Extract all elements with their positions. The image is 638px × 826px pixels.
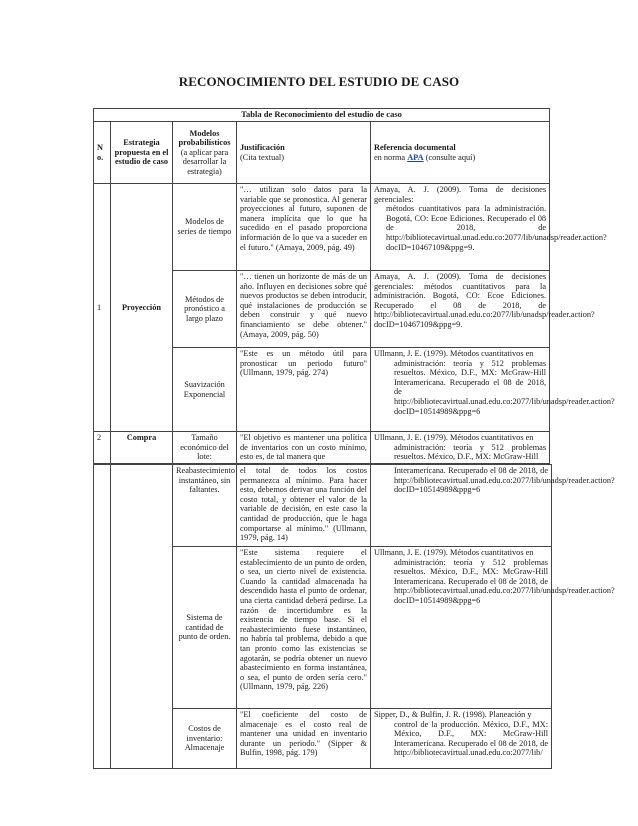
reference-cell (371, 547, 615, 709)
reference-first-line: Amaya, A. J. (2009). Toma de decisiones gerenciales: (374, 185, 547, 204)
reference-first-line: Ullmann, J. E. (1979). Métodos cuantitativos en (374, 349, 534, 358)
table-row (94, 465, 552, 547)
reference-cell (371, 432, 550, 464)
reference-cell (371, 709, 552, 769)
table-row (94, 184, 550, 271)
reference-first-line: Ullmann, J. E. (1979). Métodos cuantitativos en (374, 548, 534, 557)
header-justification-subtitle: (Cita textual) (240, 152, 285, 162)
reference-cell: Interamericana. Recuperado el 08 de 2018, de http://bibliotecavirtual.unad.edu.co:2077/lib/unadsp/reader.action?docID=10514989&ppg=6 (371, 465, 552, 547)
reference-continuation: administración: teoría y 512 problemas resueltos. México, D.F., MX: McGraw-Hill Interamericana. Recuperado el 08 de 2018, de http://bibliotecavirtual.unad.edu.co:2077/lib/unadsp/reader.action?docID=10514989&ppg=6 (394, 557, 615, 605)
table-caption-row (94, 109, 550, 122)
reference-continuation: control de la producción. México, D.F., MX: México, D.F., MX: McGraw-Hill Interamericana. Recuperado el 08 de 2018, de http://bibliotecavirtual.unad.edu.co:2077/lib/ (394, 719, 548, 758)
reference-cell: Amaya, A. J. (2009). Toma de decisiones gerenciales: métodos cuantitativos para la administración. Bogotá, CO: Ecoe Ediciones. Recuperado el 08 de 2018, de http://bibliotecavirtual.unad.edu.co:2077/lib/unadsp/reader.action?docID=10467109&ppg=9. (371, 271, 550, 348)
justification-cell: "Este sistema requiere el establecimiento de un punto de orden, o sea, un cierto nivel de existencia. Cuando la cantidad almacenada ha descendido hasta el punto de ordenar, una cierta cantidad deberá pedirse. La razón de incertidumbre es la existencia de tiempo base. Si el reabastecimiento fuese instantáneo, no habría tal problema, debido a que tan pronto como las existencias se agotarán, se podría obtener un nuevo abastecimiento en forma instantánea, o sea, el punto de orden sería cero." (Ullmann, 1979, pág. 226) (237, 547, 371, 709)
model-cell: Métodos de pronóstico a largo plazo (173, 271, 237, 348)
page-title: RECONOCIMIENTO DEL ESTUDIO DE CASO (178, 74, 460, 89)
reference-continuation: administración: teoría y 512 problemas resueltos. México, D.F., MX: McGraw-Hill (394, 442, 547, 462)
case-study-table-continued (93, 464, 615, 769)
header-reference-title: Referencia documental (374, 142, 456, 152)
group-strategy: Compra (111, 432, 173, 464)
group-number-cont (94, 465, 111, 769)
group-number: 2 (94, 432, 111, 464)
justification-cell: el total de todos los costos permanezca al mínimo. Para hacer esto, debemos derivar una función del costo total, y obtener el valor de la variable de decisión, en este caso la cantidad de producción, que le haga comportarse al mínimo." (Ullmann, 1979, pág. 14) (237, 465, 371, 547)
header-models-subtitle: (a aplicar para desarrollar la estrategia) (180, 147, 229, 176)
reference-first-line: Ullmann, J. E. (1979). Métodos cuantitativos en (374, 433, 534, 442)
apa-link[interactable]: APA (407, 152, 424, 162)
case-study-table (93, 108, 615, 464)
header-number: N o. (94, 122, 111, 184)
justification-cell: "… tienen un horizonte de más de un año. Influyen en decisiones sobre qué nuevos productos se deben introducir, qué instalaciones de producción se deben construir y qué nuevo financiamiento se debe obtener." (Amaya, 2009, pág. 50) (237, 271, 371, 348)
model-cell: Suavización Exponencial (173, 348, 237, 432)
reference-continuation: métodos cuantitativos para la administración. Bogotá, CO: Ecoe Ediciones. Recuperado el 08 de 2018, de http://bibliotecavirtual.unad.edu.co:2077/lib/unadsp/reader.action?docID=10467109&ppg=9. (386, 204, 607, 252)
justification-cell: "… utilizan solo datos para la variable que se pronostica. Al generar proyecciones al futuro, suponen de manera implícita que lo que ha sucedido en el pasado proporciona información de lo que va a suceder en el futuro." (Amaya, 2009, pág. 49) (237, 184, 371, 271)
header-models (173, 122, 237, 184)
justification-cell: "Este es un método útil para pronosticar un periodo futuro" (Ullmann, 1979, pág. 274) (237, 348, 371, 432)
reference-cell (371, 184, 607, 271)
header-models-title: Modelos probabilísticos (178, 128, 231, 148)
group-strategy-cont (111, 465, 173, 769)
group-strategy: Proyección (111, 184, 173, 432)
header-reference-prefix: en norma (374, 152, 408, 162)
header-reference (371, 122, 550, 184)
reference-first-line: Sipper, D., & Bulfin, J. R. (1998). Planeación y (374, 710, 532, 719)
reference-cell (371, 348, 615, 432)
reference-continuation: administración: teoría y 512 problemas resueltos. México, D.F., MX: McGraw-Hill Interamericana. Recuperado el 08 de 2018, de http://bibliotecavirtual.unad.edu.co:2077/lib/unadsp/reader.action?docID=10514989&ppg=6 (394, 358, 615, 416)
group-number: 1 (94, 184, 111, 432)
model-cell: Sistema de cantidad de punto de orden. (173, 547, 237, 709)
table-row (94, 432, 550, 464)
header-justification-title: Justificación (240, 142, 285, 152)
justification-cell: "El objetivo es mantener una política de inventarios con un costo mínimo, esto es, de tal manera que (237, 432, 371, 464)
model-cell: Reabastecimiento instantáneo, sin faltantes. (173, 465, 237, 547)
model-cell: Costos de inventario: Almacenaje (173, 709, 237, 769)
model-cell: Tamaño económico del lote: (173, 432, 237, 464)
header-justification (237, 122, 371, 184)
table-caption: Tabla de Reconocimiento del estudio de caso (94, 109, 550, 122)
model-cell: Modelos de series de tiempo (173, 184, 237, 271)
header-strategy: Estrategia propuesta en el estudio de caso (111, 122, 173, 184)
header-reference-suffix: (consulte aquí) (423, 152, 476, 162)
header-row (94, 122, 550, 184)
justification-cell: "El coeficiente del costo de almacenaje es el costo real de mantener una unidad en inventario durante un periodo." (Sipper & Bulfin, 1998, pág. 179) (237, 709, 371, 769)
